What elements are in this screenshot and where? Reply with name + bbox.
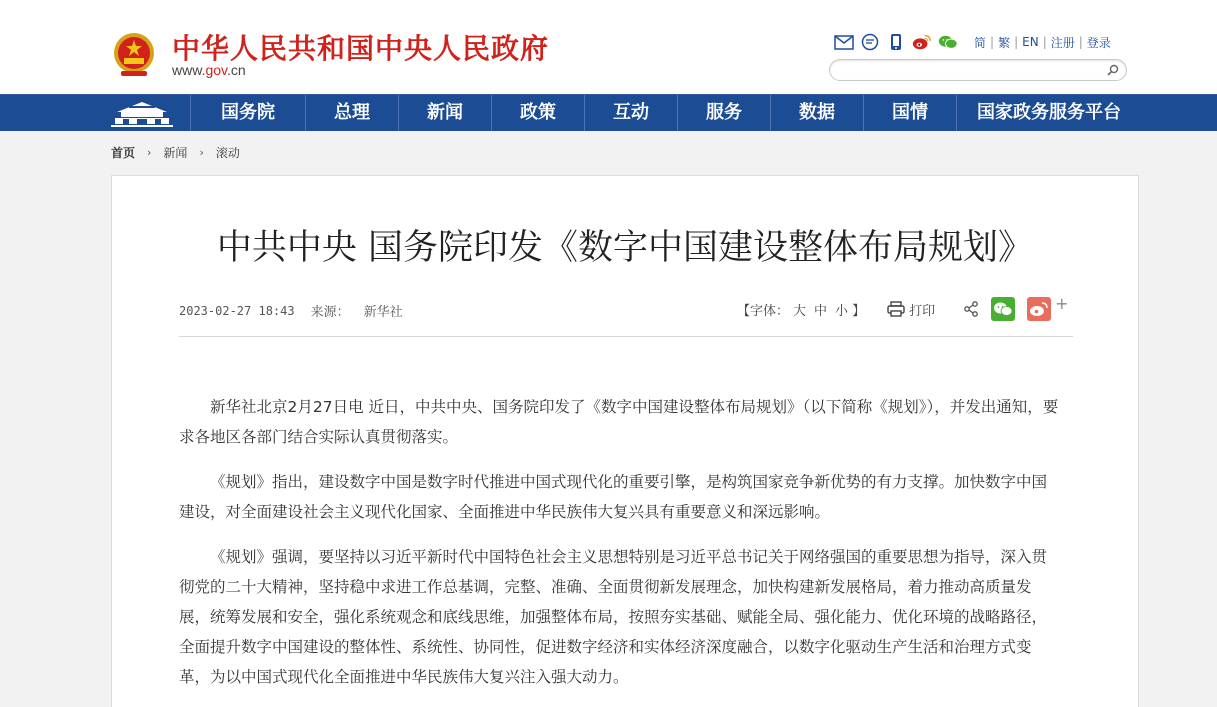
article-paragraph: 新华社北京2月27日电 近日，中共中央、国务院印发了《数字中国建设整体布局规划》（以下简称《规划》），并发出通知，要求各地区各部门结合实际认真贯彻落实。 [179, 398, 1059, 446]
nav-item-state-council[interactable]: 国务院 [190, 95, 305, 131]
article-tools [737, 293, 1069, 321]
nav-item-national-info[interactable]: 国情 [863, 95, 956, 131]
lang-traditional-link[interactable]: 繁 [998, 35, 1011, 50]
separator: | [1042, 35, 1047, 49]
chevron-right-icon: › [199, 146, 204, 159]
lang-english-link[interactable]: EN [1022, 35, 1039, 49]
font-size-small-button[interactable]: 小 [835, 303, 849, 319]
font-size-large-button[interactable]: 大 [793, 303, 807, 319]
mobile-icon[interactable] [886, 33, 906, 51]
login-link[interactable]: 登录 [1086, 35, 1111, 50]
share-icon[interactable] [963, 301, 979, 317]
nav-item-service-platform[interactable]: 国家政务服务平台 [956, 95, 1141, 131]
nav-item-services[interactable]: 服务 [677, 95, 770, 131]
article-body [179, 392, 1059, 707]
mail-icon[interactable] [834, 33, 854, 51]
lang-simplified-link[interactable]: 简 [974, 35, 987, 50]
nav-item-premier[interactable]: 总理 [305, 95, 398, 131]
nav-items [190, 95, 1141, 131]
register-link[interactable]: 注册 [1050, 35, 1075, 50]
main-nav [0, 94, 1217, 131]
site-url-suffix: .cn [227, 62, 246, 78]
meta-divider [179, 336, 1073, 337]
nav-item-policy[interactable]: 政策 [491, 95, 584, 131]
weibo-icon[interactable] [912, 33, 932, 51]
site-title[interactable]: 中华人民共和国中央人民政府 [172, 32, 550, 65]
article-paragraph: 《规划》强调，要坚持以习近平新时代中国特色社会主义思想特别是习近平总书记关于网络强国的重要思想为指导，深入贯彻党的二十大精神，坚持稳中求进工作总基调，完整、准确、全面贯彻新发展理念，加快构建新发展格局，着力推动高质量发展，统筹发展和安全，强化系统观念和底线思维，加强整体布局，按照夯实基础、赋能全局、强化能力、优化环境的战略路径，全面提升数字中国建设的整体性、系统性、协同性，促进数字经济和实体经济深度融合，以数字化驱动生产生活和治理方式变革，为以中国式现代化全面推进中华民族伟大复兴注入强大动力。 [179, 548, 1048, 686]
national-emblem-icon[interactable] [111, 31, 157, 79]
font-size-label: 【字体： [737, 303, 790, 319]
print-label: 打印 [909, 303, 936, 319]
search-input[interactable] [840, 62, 1100, 78]
printer-icon [887, 301, 905, 317]
article-card [111, 175, 1139, 707]
search-icon[interactable] [1107, 64, 1119, 76]
top-links [834, 32, 1115, 52]
article-source: 新华社 [363, 305, 403, 320]
chat-bubble-icon[interactable] [860, 33, 880, 51]
breadcrumb-rolling[interactable]: 滚动 [215, 146, 240, 160]
site-url-prefix: www. [172, 62, 206, 78]
font-size-control [737, 300, 865, 319]
wechat-share-icon[interactable] [991, 297, 1015, 321]
article-date: 2023-02-27 18:43 [179, 303, 295, 318]
more-share-icon[interactable]: + [1055, 293, 1069, 313]
source-label: 来源： [310, 305, 350, 320]
wechat-icon[interactable] [938, 33, 958, 51]
breadcrumb-home[interactable]: 首页 [111, 146, 136, 160]
site-header [0, 0, 1217, 94]
article-paragraph: 《规划》指出，建设数字中国是数字时代推进中国式现代化的重要引擎，是构筑国家竞争新优势的有力支撑。加快数字中国建设，对全面建设社会主义现代化国家、全面推进中华民族伟大复兴具有重要意义和深远影响。 [179, 473, 1048, 521]
article-title: 中共中央 国务院印发《数字中国建设整体布局规划》 [216, 228, 1034, 268]
print-button[interactable] [887, 300, 935, 319]
nav-item-data[interactable]: 数据 [770, 95, 863, 131]
nav-item-news[interactable]: 新闻 [398, 95, 491, 131]
weibo-share-icon[interactable] [1027, 297, 1051, 321]
article-meta [179, 301, 403, 320]
site-url-domain: gov [205, 62, 227, 78]
font-size-medium-button[interactable]: 中 [814, 303, 828, 319]
font-size-bracket: 】 [852, 303, 866, 319]
breadcrumb-news[interactable]: 新闻 [163, 146, 188, 160]
chevron-right-icon: › [147, 146, 152, 159]
separator: | [1078, 35, 1083, 49]
nav-item-interaction[interactable]: 互动 [584, 95, 677, 131]
separator: | [990, 35, 995, 49]
breadcrumb [111, 144, 240, 161]
language-links [970, 34, 1115, 51]
search-box [829, 59, 1127, 81]
site-url[interactable] [172, 62, 246, 78]
tiananmen-icon[interactable] [111, 98, 173, 128]
separator: | [1014, 35, 1019, 49]
